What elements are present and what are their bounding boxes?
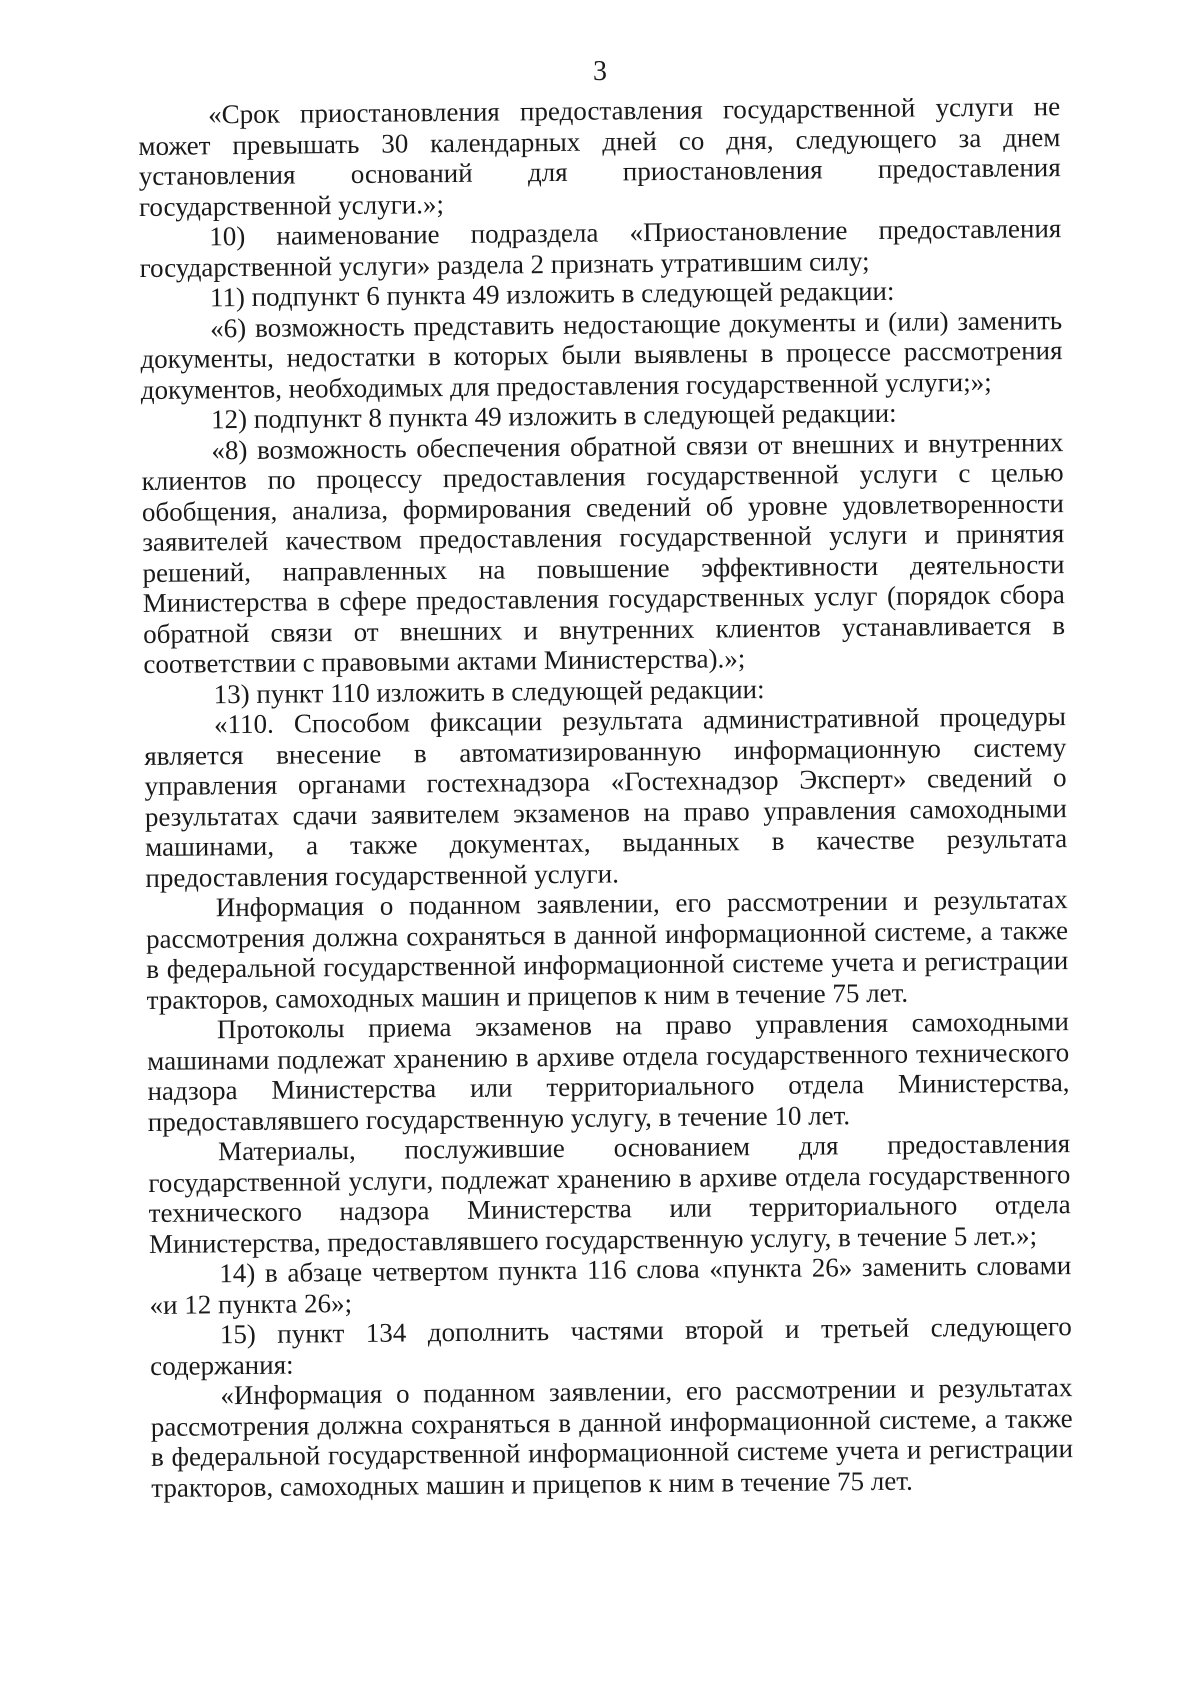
- paragraph: 14) в абзаце четвертом пункта 116 слова «пункта 26» заменить словами «и 12 пункта 26»;: [149, 1250, 1072, 1320]
- paragraph: «6) возможность представить недостающие документы и (или) заменить документы, недостатки в которых были выявлены в процессе рассмотрения документов, необходимых для предоставления государственной услуги;»;: [140, 304, 1063, 405]
- paragraph: 12) подпункт 8 пункта 49 изложить в следующей редакции:: [210, 397, 897, 435]
- paragraph: 11) подпункт 6 пункта 49 изложить в следующей редакции:: [209, 275, 895, 313]
- document-body: [138, 91, 1073, 1503]
- paragraph: «8) возможность обеспечения обратной связи от внешних и внутренних клиентов по процессу предоставления государственной услуги с целью обобщения, анализа, формирования сведений об уровне удовлетворенности заявителей качеством предоставления государственной услуги и принятия решений, направленных на повышение эффективности деятельности Министерства в сфере предоставления государственных услуг (порядок сбора обратной связи от внешних и внутренних клиентов устанавливается в соответствии с правовыми актами Министерства).»;: [141, 426, 1066, 679]
- paragraph: 15) пункт 134 дополнить частями второй и третьей следующего содержания:: [150, 1311, 1072, 1381]
- paragraph: 13) пункт 110 изложить в следующей редакции:: [213, 673, 765, 709]
- paragraph: 10) наименование подраздела «Приостановление предоставления государственной услуги» раздела 2 признать утратившим силу;: [139, 213, 1062, 283]
- paragraph: Материалы, послужившие основанием для предоставления государственной услуги, подлежат хранению в архиве отдела государственного технического надзора Министерства или территориального отдела Министерства, предоставлявшего государственную услугу, в течение 5 лет.»;: [148, 1128, 1071, 1259]
- paragraph: «110. Способом фиксации результата административной процедуры является внесение в автоматизированную информационную систему управления органами гостехнадзора «Гостехнадзор Эксперт» сведений о результатах сдачи заявителем экзаменов на право управления самоходными машинами, а также документах, выданных в качестве результата предоставления государственной услуги.: [144, 701, 1068, 893]
- page-number: 3: [593, 56, 607, 87]
- paragraph: Информация о поданном заявлении, его рассмотрении и результатах рассмотрения должна сохраняться в данной информационной системе, а также в федеральной государственной информационной системе учета и регистрации тракторов, самоходных машин и прицепов к ним в течение 75 лет.: [145, 884, 1069, 1015]
- paragraph: «Информация о поданном заявлении, его рассмотрении и результатах рассмотрения должна сохраняться в данной информационной системе, а также в федеральной государственной информационной системе учета и регистрации тракторов, самоходных машин и прицепов к ним в течение 75 лет.: [150, 1372, 1074, 1503]
- paragraph: «Срок приостановления предоставления государственной услуги не может превышать 30 календарных дней со дня, следующего за днем установления оснований для приостановления предоставления государственной услуги.»;: [138, 91, 1061, 222]
- paragraph: Протоколы приема экзаменов на право управления самоходными машинами подлежат хранению в архиве отдела государственного технического надзора Министерства или территориального отдела Министерства, предоставлявшего государственную услугу, в течение 10 лет.: [147, 1006, 1070, 1137]
